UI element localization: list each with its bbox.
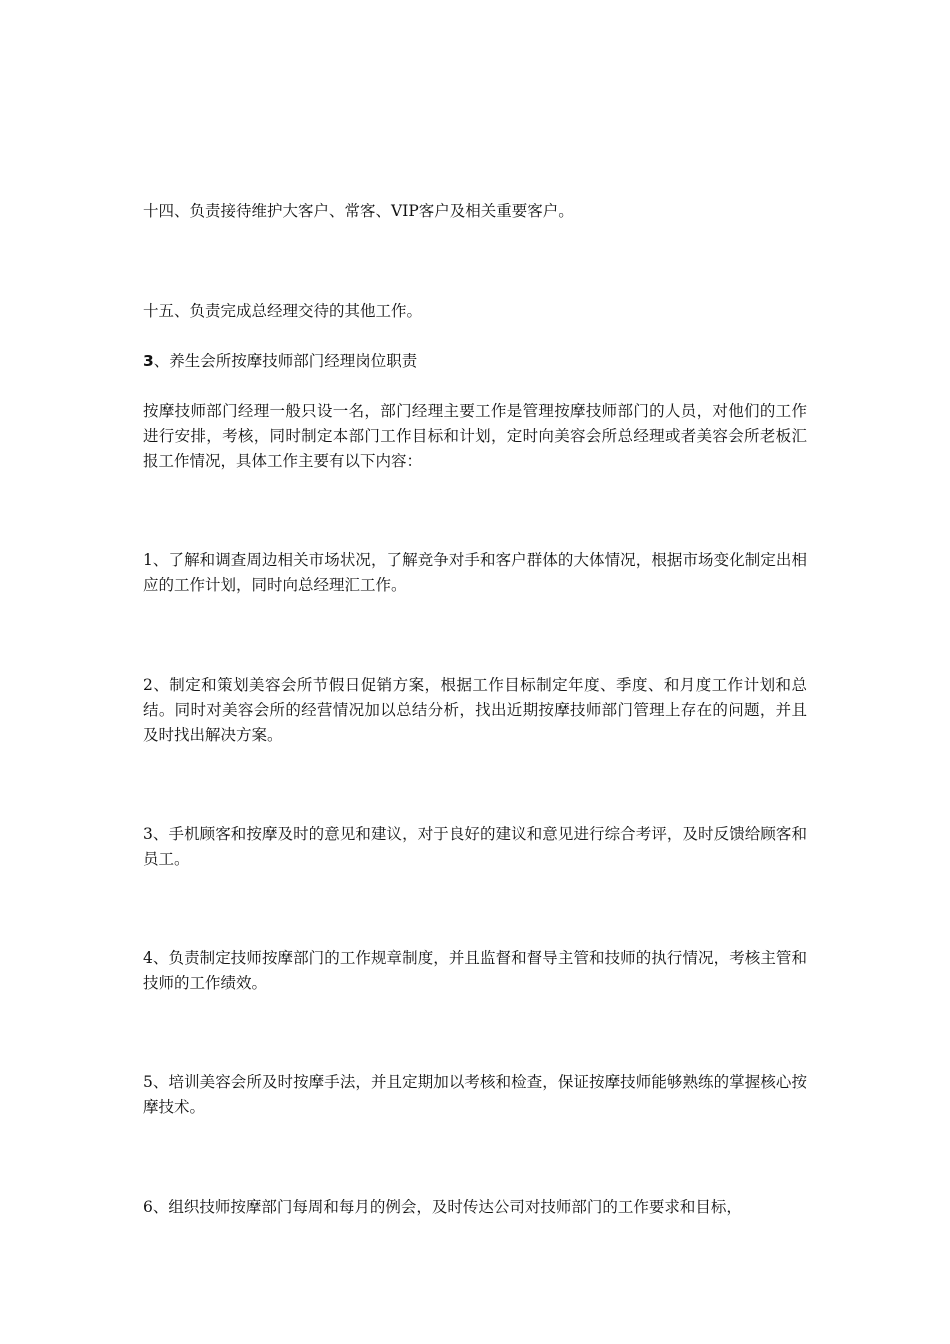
list-item-5: 5、培训美容会所及时按摩手法，并且定期加以考核和检查，保证按摩技师能够熟练的掌握核心按摩技术。	[143, 1073, 807, 1116]
list-item-3: 3、手机顾客和按摩及时的意见和建议，对于良好的建议和意见进行综合考评，及时反馈给顾客和员工。	[143, 825, 807, 868]
list-item-2: 2、制定和策划美容会所节假日促销方案，根据工作目标制定年度、季度、和月度工作计划和总结。同时对美容会所的经营情况加以总结分析，找出近期按摩技师部门管理上存在的问题，并且及时找出解决方案。	[143, 676, 807, 744]
paragraph-item-14: 十四、负责接待维护大客户、常客、VIP客户及相关重要客户。	[143, 202, 574, 220]
section-number: 3	[143, 352, 154, 370]
list-item-4: 4、负责制定技师按摩部门的工作规章制度，并且监督和督导主管和技师的执行情况，考核主管和技师的工作绩效。	[143, 949, 807, 992]
section-title: 、养生会所按摩技师部门经理岗位职责	[153, 352, 418, 370]
paragraph-item-15: 十五、负责完成总经理交待的其他工作。	[143, 302, 423, 320]
section-heading	[143, 349, 807, 374]
list-item-6: 6、组织技师按摩部门每周和每月的例会，及时传达公司对技师部门的工作要求和目标，	[143, 1198, 742, 1216]
list-item-1: 1、了解和调查周边相关市场状况，了解竞争对手和客户群体的大体情况，根据市场变化制定出相应的工作计划，同时向总经理汇工作。	[143, 551, 807, 594]
intro-paragraph: 按摩技师部门经理一般只设一名，部门经理主要工作是管理按摩技师部门的人员，对他们的工作进行安排，考核，同时制定本部门工作目标和计划，定时向美容会所总经理或者美容会所老板汇报工作情况，具体工作主要有以下内容：	[143, 402, 807, 470]
